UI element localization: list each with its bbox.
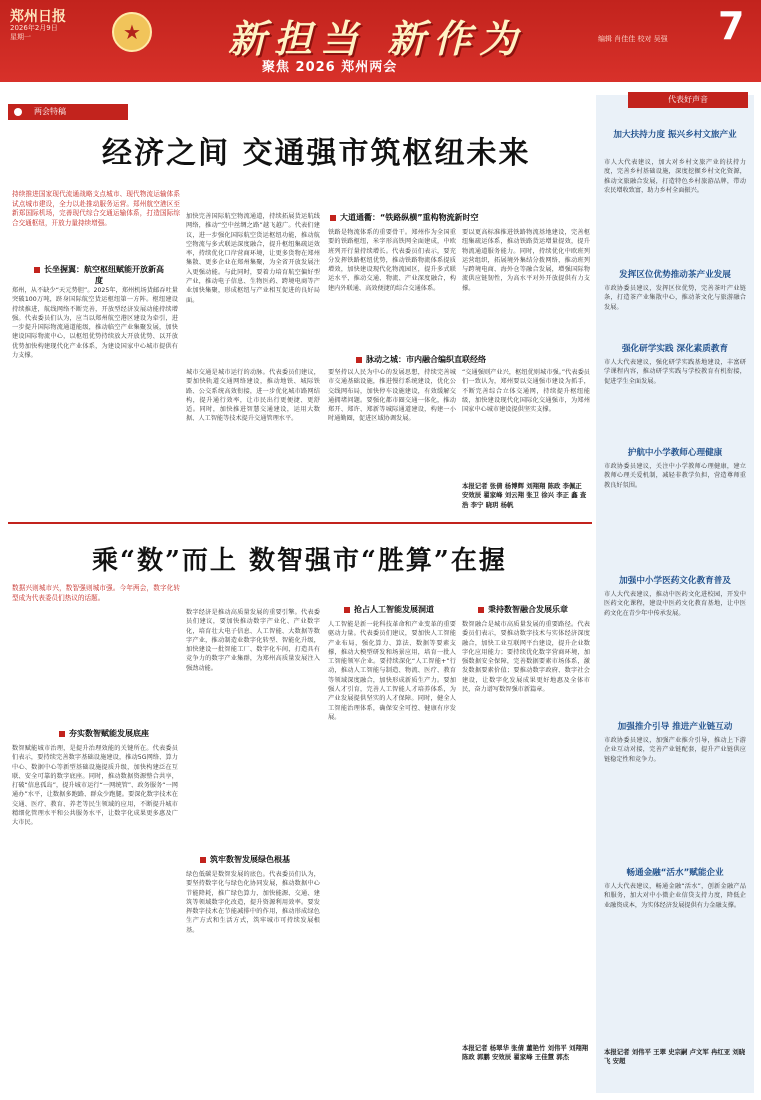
story2-sub2: 筑牢数智发展绿色根基 xyxy=(200,854,320,865)
sidebar-text-1: 市人大代表建议，加大对乡村文旅产业的扶持力度，完善乡村基础设施，深度挖掘乡村文化资源，推动文旅融合发展，打造特色乡村旅游品牌，带动农民增收致富，助力乡村全面振兴。 xyxy=(604,159,746,194)
emblem-icon: ★ xyxy=(112,12,152,52)
sidebar-text-3: 市人大代表建议，强化研学实践基地建设，丰富研学课程内容，推动研学实践与学校教育有机衔接，促进学生全面发展。 xyxy=(604,359,746,385)
story2-column1: 数智赋能城市治理，是提升治理效能的关键所在。代表委员们表示，要持续完善数字基础设施建设，推动5G网络、算力中心、数据中心等新型基础设施提质升级，加快构建泛在互联、安全可靠的数字底座。同时，推动数据资源整合共享，打破“信息孤岛”，提升城市运行“一网统管”、政务服务“一网通办”水平，让数据多跑路、群众少跑腿。要深化数字技术在交通、医疗、教育、养老等民生领域的应用，不断提升城市精细化管理水平和公共服务水平，让数字化成果更多惠及广大市民。 xyxy=(12,745,178,827)
masthead xyxy=(0,0,761,82)
page-subtitle: 聚焦 2026 郑州两会 xyxy=(262,60,398,75)
story1-column5: 城市交通是城市运行的动脉。代表委员们建议，要加快轨道交通网络建设，推动地铁、城际铁路、公交系统高效衔接，进一步优化城市路网结构，提升通行效率，让市民出行更便捷、更舒适。同时，加快推进智慧交通建设，运用大数据、人工智能等技术提升交通管理水平。 xyxy=(186,369,320,423)
sidebar-heading-6: 加强推介引导 推进产业链互动 xyxy=(617,722,733,732)
story1-column6: 要坚持以人民为中心的发展思想，持续完善城市交通基础设施，推进慢行系统建设，优化公交线网布局，加快停车设施建设，有效缓解交通拥堵问题。要强化都市圈交通一体化，推动郑开、郑许、郑新等城际通道建设，构建一小时通勤圈，促进区域协调发展。 xyxy=(328,369,456,423)
sidebar-text-4: 市政协委员建议，关注中小学教师心理健康，建立教师心理关爱机制，减轻非教学负担，营造尊师重教良好氛围。 xyxy=(604,463,746,489)
sidebar-heading-1: 加大扶持力度 振兴乡村文旅产业 xyxy=(613,130,737,140)
story2-column4: 人工智能是新一轮科技革命和产业变革的重要驱动力量。代表委员们建议，要加快人工智能产业布局，强化算力、算法、数据等要素支撑，推动大模型研发和场景应用，培育一批人工智能领军企业。要持续深化“人工智能+”行动，推动人工智能与制造、物流、医疗、教育等领域深度融合，加快形成新质生产力。要加强人才引育，完善人工智能人才培养体系，为产业发展提供坚实的人才保障。同时，健全人工智能治理体系，确保安全可控、健康有序发展。 xyxy=(328,621,456,721)
story1-column1: 郑州，从不缺少“天元势胆”。2025年，郑州机场货邮吞吐量突破100万吨，跻身国际航空货运枢纽第一方阵。枢纽建设持续推进，航线网络不断完善，开放型经济发展动能持续增强。代表委员们认为，应当以郑州航空港区建设为牵引，进一步提升国际物流通道能级，推动临空产业集聚发展，加快建设国际物流中心，以枢纽优势持续放大开放优势、以开放优势加快构建现代化产业体系，为建设国家中心城市提供有力支撑。 xyxy=(12,287,178,360)
story2-credit: 本报记者 杨翠华 张倩 董艳竹 刘伟平 刘翔翔 陈政 郭鹏 安效辰 翟家峰 王佳慧 郭杰 xyxy=(462,1044,589,1062)
story2-sub4: 秉持数智融合发展乐章 xyxy=(478,604,588,615)
sidebar-text-6: 市政协委员建议，加强产业推介引导，推动上下游企业互动对接，完善产业链配套，提升产业链供应链稳定性和竞争力。 xyxy=(604,737,746,763)
story1-credit: 本报记者 张倩 杨博辉 刘翔翔 陈政 李佩正 安效辰 翟家峰 刘云翔 张卫 徐兴 李正 鑫 查浩 李宁 晓玥 杨帆 xyxy=(462,482,587,509)
story1-lead: 持续推进国家现代流通战略支点城市、现代物流运输体系试点城市建设，全力以赴推动服务运营。郑州航空港区至新郑国际机场，完善现代综合交通运输体系，打造国际综合交通枢纽，开放力量持续增强。 xyxy=(12,190,180,227)
sidebar-text-5: 市人大代表建议，推动中医药文化进校园，开发中医药文化课程，建设中医药文化教育基地，让中医药文化在青少年中传承发展。 xyxy=(604,591,746,617)
story2-column5: 数智融合是城市高质量发展的重要路径。代表委员们表示，要推动数字技术与实体经济深度融合，加快工业互联网平台建设，提升企业数字化应用能力；要持续优化数字营商环境，加强数据安全保障，完善数据要素市场体系，激发数据要素价值；要推动数字政府、数字社会建设，让数字化发展成果更好地惠及全体市民，奋力谱写数智强市新篇章。 xyxy=(462,621,590,694)
story1-column7: “交通强则产业兴，枢纽优则城市强。”代表委员们一致认为，郑州要以交通强市建设为抓手，不断完善综合立体交通网，持续提升枢纽能级，加快建设现代化国际化交通强市，为郑州国家中心城市建设提供坚实支撑。 xyxy=(462,369,590,414)
story1-column4: 要以更高标准推进铁路物流基地建设，完善枢纽集疏运体系，推动铁路货运增量提效，提升物流通道服务能力。同时，持续优化中欧班列运营组织，拓展境外集结分拨网络，推动班列与跨境电商、海外仓等融合发展，增强国际物流供应链韧性，为高水平对外开放提供有力支撑。 xyxy=(462,229,590,292)
sidebar-text-2: 市政协委员建议，发挥区位优势，完善茶叶产业链条，打造茶产业集散中心，推动茶文化与旅游融合发展。 xyxy=(604,285,746,311)
story-divider xyxy=(8,522,592,524)
sidebar-heading-4: 护航中小学教师心理健康 xyxy=(627,448,723,458)
story2-sub1: 夯实数智赋能发展底座 xyxy=(34,728,174,739)
weekday-text: 星期一 xyxy=(10,33,31,41)
story1-column3: 铁路是物流体系的重要骨干。郑州作为全国重要的铁路枢纽，米字形高铁网全面建成，中欧班列开行量持续增长。代表委员们表示，要充分发挥铁路枢纽优势，推动铁路物流体系提质增效，加快建设现代化物流园区，提升多式联运水平，推动交通、物流、产业深度融合，构建内外联通、高效便捷的综合交通体系。 xyxy=(328,229,456,292)
story2-sub3: 抢占人工智能发展洞道 xyxy=(344,604,454,615)
sidebar-heading-7: 畅通金融“活水”赋能企业 xyxy=(626,868,724,878)
sidebar-text-7: 市人大代表建议，畅通金融“活水”，创新金融产品和服务，加大对中小微企业信贷支持力度，降低企业融资成本，为实体经济发展提供有力金融支撑。 xyxy=(604,883,746,909)
story1-sub2: 大道通衢：“铁路纵横”重构物流新时空 xyxy=(330,212,588,223)
story1-column2: 加快完善国际航空物流通道，持续拓展货运航线网络，推动“空中丝绸之路”越飞越广。代表们建议，进一步强化国际航空货运枢纽功能，推动航空物流与多式联运深度融合，提升枢纽集疏运效率，持续优化口岸营商环境，让更多货物在郑州集散、更多企业在郑州集聚，为全省开放发展注入更强动能。与此同时，要着力培育航空偏好型产业，推动电子信息、生物医药、跨境电商等产业加快集聚，形成枢纽与产业相互促进的良好局面。 xyxy=(186,213,320,304)
story2-lead: 数据兴则城市兴，数智强则城市强。今年两会，数字化转型成为代表委员们热议的话题。 xyxy=(12,584,180,602)
sidebar-tag: 代表好声音 xyxy=(628,92,748,108)
newspaper-logo: 郑州日报 xyxy=(10,9,66,25)
editor-credits: 编辑 肖佳佳 校对 吴强 xyxy=(598,35,668,43)
story1-headline: 经济之间 交通强市筑枢纽未来 xyxy=(102,136,531,171)
sidebar-heading-5: 加强中小学医药文化教育普及 xyxy=(619,576,731,586)
page-title: 新担当 新作为 xyxy=(228,16,526,61)
issue-date xyxy=(10,24,58,42)
sidebar-heading-2: 发挥区位优势推动茶产业发展 xyxy=(619,270,731,280)
story1-sub1: 长坐握翼：航空枢纽赋能开放新高度 xyxy=(34,264,164,286)
section-tag-top: 两会特稿 xyxy=(8,104,128,120)
story2-column3: 绿色低碳是数智发展的底色。代表委员们认为，要坚持数字化与绿色化协同发展，推动数据中心节能降耗，推广绿色算力，加快能源、交通、建筑等领域数字化改造，提升资源利用效率。要发挥数字技术在节能减排中的作用，推动形成绿色生产方式和生活方式，筑牢城市可持续发展根基。 xyxy=(186,871,320,934)
story2-column2: 数字经济是推动高质量发展的重要引擎。代表委员们建议，要加快推动数字产业化、产业数字化，培育壮大电子信息、人工智能、大数据等数字产业，推动制造业数字化转型、智能化升级，加快建设一批智能工厂、数字化车间，打造具有竞争力的数字产业集群，为郑州高质量发展注入强劲动能。 xyxy=(186,609,320,672)
sidebar-credit: 本报记者 刘伟平 王翠 史宗嗣 卢文军 冉红亚 刘晓飞 安超 xyxy=(604,1048,746,1066)
sidebar-heading-3: 强化研学实践 深化素质教育 xyxy=(621,344,729,354)
story1-sub3: 脉动之城：市内融合编织直联经络 xyxy=(356,354,586,365)
story2-headline: 乘“数”而上 数智强市“胜算”在握 xyxy=(92,546,507,576)
date-text: 2026年2月9日 xyxy=(10,24,58,32)
page-number: 7 xyxy=(718,4,745,48)
